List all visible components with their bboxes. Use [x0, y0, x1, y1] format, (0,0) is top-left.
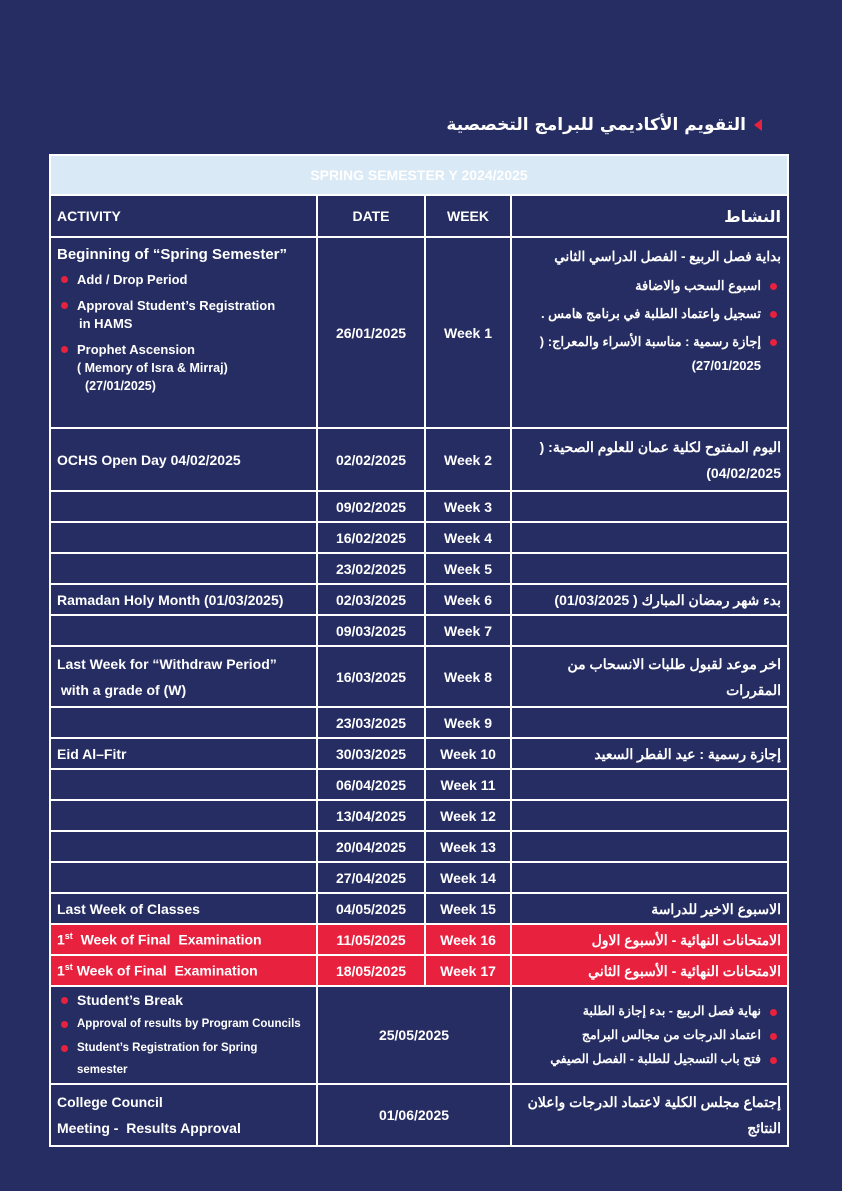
activity-line: College Council: [57, 1094, 163, 1110]
arabic-cell: [511, 615, 788, 646]
arabic-cell: اليوم المفتوح لكلية عمان للعلوم الصحية: ( 04/02/2025): [511, 428, 788, 491]
arabic-cell: الامتحانات النهائية - الأسبوع الثاني: [511, 955, 788, 986]
bullet-text: اسبوع السحب والاضافة: [635, 278, 761, 293]
week-cell: Week 1: [425, 237, 511, 428]
date-cell: 18/05/2025: [317, 955, 425, 986]
bullet-text: Add / Drop Period: [77, 272, 188, 287]
table-row: [50, 584, 788, 615]
list-item: [518, 330, 781, 378]
table-row: [50, 707, 788, 738]
header-arabic: النشاط: [511, 195, 788, 237]
bullet-text: Prophet Ascension: [77, 342, 195, 357]
table-row: [50, 553, 788, 584]
list-item: [518, 1048, 781, 1070]
week-cell: Week 15: [425, 893, 511, 924]
activity-text: Week of Final Examination: [72, 931, 262, 948]
arabic-bullets: [518, 1000, 781, 1070]
table-row: [50, 237, 788, 428]
bullet-text: ( Memory of Isra & Mirraj): [77, 361, 228, 375]
bullet-text: تسجيل واعتماد الطلبة في برنامج هامس .: [540, 306, 761, 321]
semester-title: SPRING SEMESTER Y 2024/2025: [50, 155, 788, 195]
date-cell: 23/02/2025: [317, 553, 425, 584]
bullet-text: in HAMS: [79, 316, 133, 331]
bullet-text: إجازة رسمية : مناسبة الأسراء والمعراج: ( 27/01/2025): [539, 334, 761, 373]
activity-line: Meeting - Results Approval: [57, 1120, 241, 1136]
date-cell: 02/02/2025: [317, 428, 425, 491]
date-cell: 26/01/2025: [317, 237, 425, 428]
list-item: [57, 341, 310, 395]
table-row: [50, 522, 788, 553]
table-row: [50, 615, 788, 646]
arabic-cell: إجازة رسمية : عيد الفطر السعيد: [511, 738, 788, 769]
activity-suffix: st: [64, 931, 73, 942]
arabic-bullets: [518, 274, 781, 378]
list-item: [57, 1013, 310, 1035]
bullet-text: اعتماد الدرجات من مجالس البرامج: [581, 1028, 761, 1042]
activity-cell: [50, 924, 317, 955]
arabic-cell: [511, 522, 788, 553]
activity-cell: Eid Al–Fitr: [50, 738, 317, 769]
activity-cell: Ramadan Holy Month (01/03/2025): [50, 584, 317, 615]
date-cell: 02/03/2025: [317, 584, 425, 615]
date-cell: 04/05/2025: [317, 893, 425, 924]
activity-cell: [50, 769, 317, 800]
arabic-cell: [511, 491, 788, 522]
bullet-text: Student’s Break: [77, 992, 184, 1008]
week-cell: Week 17: [425, 955, 511, 986]
arabic-cell: [511, 707, 788, 738]
week-cell: Week 3: [425, 491, 511, 522]
arabic-cell: إجتماع مجلس الكلية لاعتماد الدرجات واعلان النتائج: [511, 1084, 788, 1146]
table-row: [50, 986, 788, 1084]
triangle-marker-icon: [754, 119, 762, 131]
bullet-text: Approval Student’s Registration: [77, 298, 276, 313]
arabic-cell: [511, 862, 788, 893]
date-cell: 30/03/2025: [317, 738, 425, 769]
arabic-cell: [511, 831, 788, 862]
table-row: [50, 491, 788, 522]
week-cell: Week 5: [425, 553, 511, 584]
list-item: [57, 271, 310, 289]
table-row: [50, 769, 788, 800]
date-cell: 01/06/2025: [317, 1084, 511, 1146]
table-row-highlighted: [50, 955, 788, 986]
activity-cell: [50, 986, 317, 1084]
date-cell: 27/04/2025: [317, 862, 425, 893]
table-row: [50, 428, 788, 491]
arabic-cell: [511, 800, 788, 831]
date-cell: 23/03/2025: [317, 707, 425, 738]
activity-number: 1: [57, 931, 65, 948]
activity-cell: [50, 707, 317, 738]
bullet-text: Approval of results by Program Councils: [77, 1018, 301, 1030]
arabic-cell: الامتحانات النهائية - الأسبوع الاول: [511, 924, 788, 955]
week-cell: Week 11: [425, 769, 511, 800]
heading-text: التقويم الأكاديمي للبرامج التخصصية: [446, 115, 746, 135]
date-cell: 20/04/2025: [317, 831, 425, 862]
header-activity: ACTIVITY: [50, 195, 317, 237]
activity-line: with a grade of (W): [57, 681, 187, 698]
list-item: [518, 1024, 781, 1046]
week-cell: Week 8: [425, 646, 511, 707]
week-cell: Week 14: [425, 862, 511, 893]
arabic-cell: الاسبوع الاخير للدراسة: [511, 893, 788, 924]
activity-cell: [50, 522, 317, 553]
activity-bullets: [57, 271, 310, 395]
page-heading: [446, 115, 762, 135]
list-item: [57, 297, 310, 333]
activity-cell: [50, 800, 317, 831]
table-row: [50, 738, 788, 769]
week-cell: Week 2: [425, 428, 511, 491]
week-cell: Week 4: [425, 522, 511, 553]
activity-cell: OCHS Open Day 04/02/2025: [50, 428, 317, 491]
date-cell: 13/04/2025: [317, 800, 425, 831]
date-cell: 25/05/2025: [317, 986, 511, 1084]
activity-text: Week of Final Examination: [72, 962, 258, 979]
activity-cell: [50, 1084, 317, 1146]
activity-number: 1: [57, 962, 65, 979]
arabic-cell: اخر موعد لقبول طلبات الانسحاب من المقررات: [511, 646, 788, 707]
arabic-cell: [511, 553, 788, 584]
week-cell: Week 6: [425, 584, 511, 615]
table-row: [50, 1084, 788, 1146]
date-cell: 16/03/2025: [317, 646, 425, 707]
activity-cell: [50, 615, 317, 646]
bullet-text: نهاية فصل الربيع - بدء إجازة الطلبة: [582, 1004, 761, 1018]
date-cell: 11/05/2025: [317, 924, 425, 955]
week-cell: Week 16: [425, 924, 511, 955]
header-date: DATE: [317, 195, 425, 237]
arabic-cell: [511, 769, 788, 800]
date-cell: 16/02/2025: [317, 522, 425, 553]
academic-calendar-table: [49, 154, 789, 1147]
table-row: [50, 893, 788, 924]
week-cell: Week 7: [425, 615, 511, 646]
activity-cell: [50, 831, 317, 862]
bullet-text: فتح باب التسجيل للطلبة - الفصل الصيفي: [550, 1052, 761, 1066]
header-row: [50, 195, 788, 237]
activity-cell: [50, 955, 317, 986]
activity-suffix: st: [64, 962, 73, 973]
activity-cell: [50, 491, 317, 522]
list-item: [518, 302, 781, 326]
arabic-cell: [511, 237, 788, 428]
list-item: [57, 1037, 310, 1081]
semester-title-row: [50, 155, 788, 195]
list-item: [57, 989, 310, 1011]
activity-cell: [50, 646, 317, 707]
activity-cell: [50, 862, 317, 893]
activity-line: Last Week for “Withdraw Period”: [57, 655, 277, 672]
table-row: [50, 831, 788, 862]
arabic-title: بداية فصل الربيع - الفصل الدراسي الثاني: [554, 249, 781, 264]
table-row-highlighted: [50, 924, 788, 955]
arabic-cell: بدء شهر رمضان المبارك ( 01/03/2025): [511, 584, 788, 615]
date-cell: 09/03/2025: [317, 615, 425, 646]
week-cell: Week 10: [425, 738, 511, 769]
activity-cell: Last Week of Classes: [50, 893, 317, 924]
table-row: [50, 646, 788, 707]
date-cell: 06/04/2025: [317, 769, 425, 800]
list-item: [518, 274, 781, 298]
activity-cell: [50, 237, 317, 428]
bullet-text: (27/01/2025): [85, 379, 156, 393]
date-cell: 09/02/2025: [317, 491, 425, 522]
week-cell: Week 13: [425, 831, 511, 862]
activity-title: Beginning of “Spring Semester”: [57, 246, 288, 263]
activity-bullets: [57, 989, 310, 1081]
table-row: [50, 862, 788, 893]
list-item: [518, 1000, 781, 1022]
arabic-cell: [511, 986, 788, 1084]
activity-cell: [50, 553, 317, 584]
table-row: [50, 800, 788, 831]
bullet-text: Student’s Registration for Spring semester: [77, 1042, 258, 1076]
week-cell: Week 9: [425, 707, 511, 738]
header-week: WEEK: [425, 195, 511, 237]
week-cell: Week 12: [425, 800, 511, 831]
